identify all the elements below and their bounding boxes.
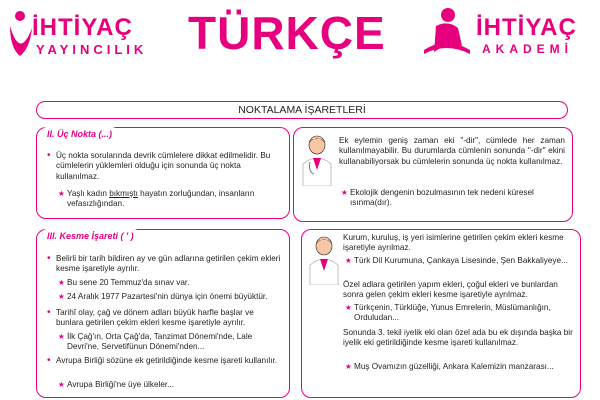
apostrophe-rule-eras: • Tarihî olay, çağ ve dönem adları büyük harfle başlar ve bunlara getirilen çekim ekleri kesme işaretiyle ayrılır. <box>56 308 281 329</box>
apostrophe-rules-box <box>36 229 290 398</box>
no-apostrophe-box <box>301 229 581 398</box>
possessive-suffix-rule: Sonunda 3. tekil iyelik eki olan özel ada bu ek dışında başka bir iyelik eki getirildiğinde kesme işareti kullanılmaz. <box>343 328 573 348</box>
apostrophe-example-2: ★ 24 Aralık 1977 Pazartesi'nin dünya için önemi büyüktür. <box>67 292 279 302</box>
proper-noun-suffix-example: ★ Türkçenin, Türklüğe, Yunus Emrelerin, Müslümanlığın, Orduludan... <box>354 303 572 324</box>
logo-ihtiyac-yayincilik <box>6 6 176 68</box>
dir-suffix-rule: Ek eylemin geniş zaman eki "-dir", cümlede her zaman kullanılmayabilir. Bu durumlarda cümlenin sonunda "-dir" ekini kullanabiliyorsak bu cümlelerin sonunda üç nokta kullanılmaz. <box>339 136 565 166</box>
right-brand-sub: AKADEMİ <box>482 42 573 56</box>
page-title: TÜRKÇE <box>188 7 386 59</box>
institution-rule: Kurum, kuruluş, iş yeri isimlerine getirilen çekim ekleri kesme işaretiyle ayrılmaz. <box>343 233 564 253</box>
apostrophe-heading: III. Kesme İşareti ( ' ) <box>41 229 140 243</box>
dir-suffix-box <box>293 127 573 222</box>
dir-suffix-example: ★ Ekolojik dengenin bozulmasının tek nedeni küresel ısınma(dır). <box>350 188 562 209</box>
teacher-icon <box>300 134 334 186</box>
ellipsis-heading: II. Üç Nokta (...) <box>41 127 118 141</box>
logo-reader-icon <box>418 6 474 60</box>
example-underlined-verb: bıkmıştı <box>109 189 138 198</box>
apostrophe-example-1: ★ Bu sene 20 Temmuz'da sınav var. <box>67 278 279 288</box>
apostrophe-rule-dates: • Belirli bir tarih bildiren ay ve gün adlarına getirilen çekim ekleri kesme işaretiyle ayrılır. <box>56 254 281 275</box>
apostrophe-example-3: ★ İlk Çağ'ın, Orta Çağ'da, Tanzimat Dönemi'nde, Lale Devri'ne, Servetifünun Dönemi'nden... <box>67 332 281 353</box>
example-text-pre: Yaşlı kadın <box>67 189 110 198</box>
possessive-suffix-example: ★ Muş Ovamızın güzelliği, Ankara Kalemizin manzarası... <box>354 362 572 372</box>
teacher-icon-2 <box>307 235 341 285</box>
ellipsis-rule: • Üç nokta sorularında devrik cümlelere dikkat edilmelidir. Bu cümlelerin yüklemleri olduğu için sonunda üç nokta kullanılmaz. <box>56 151 281 182</box>
right-brand-name: İHTİYAÇ <box>476 14 577 41</box>
ellipsis-rules-box <box>36 127 290 219</box>
left-brand-name: İHTİYAÇ <box>32 14 133 41</box>
institution-example: ★ Türk Dil Kurumuna, Çankaya Lisesinde, Şen Bakkaliyeye... <box>354 256 572 266</box>
logo-ihtiyac-akademi <box>418 6 594 68</box>
apostrophe-example-4: ★ Avrupa Birliği'ne üye ülkeler... <box>67 380 279 390</box>
example-text-post: hayatın zorluğundan, insanların vefasızlığından. <box>67 189 255 209</box>
left-brand-sub: YAYINCILIK <box>36 42 148 57</box>
section-title: NOKTALAMA İŞARETLERİ <box>36 101 568 119</box>
ellipsis-example <box>67 189 283 210</box>
proper-noun-suffix-rule: Özel adlara getirilen yapım ekleri, çoğul ekleri ve bunlardan sonra gelen çekim ekleri kesme işaretiyle ayrılmaz. <box>343 280 558 300</box>
apostrophe-rule-eu: • Avrupa Birliği sözüne ek getirildiğinde kesme işareti kullanılır. <box>56 356 281 366</box>
